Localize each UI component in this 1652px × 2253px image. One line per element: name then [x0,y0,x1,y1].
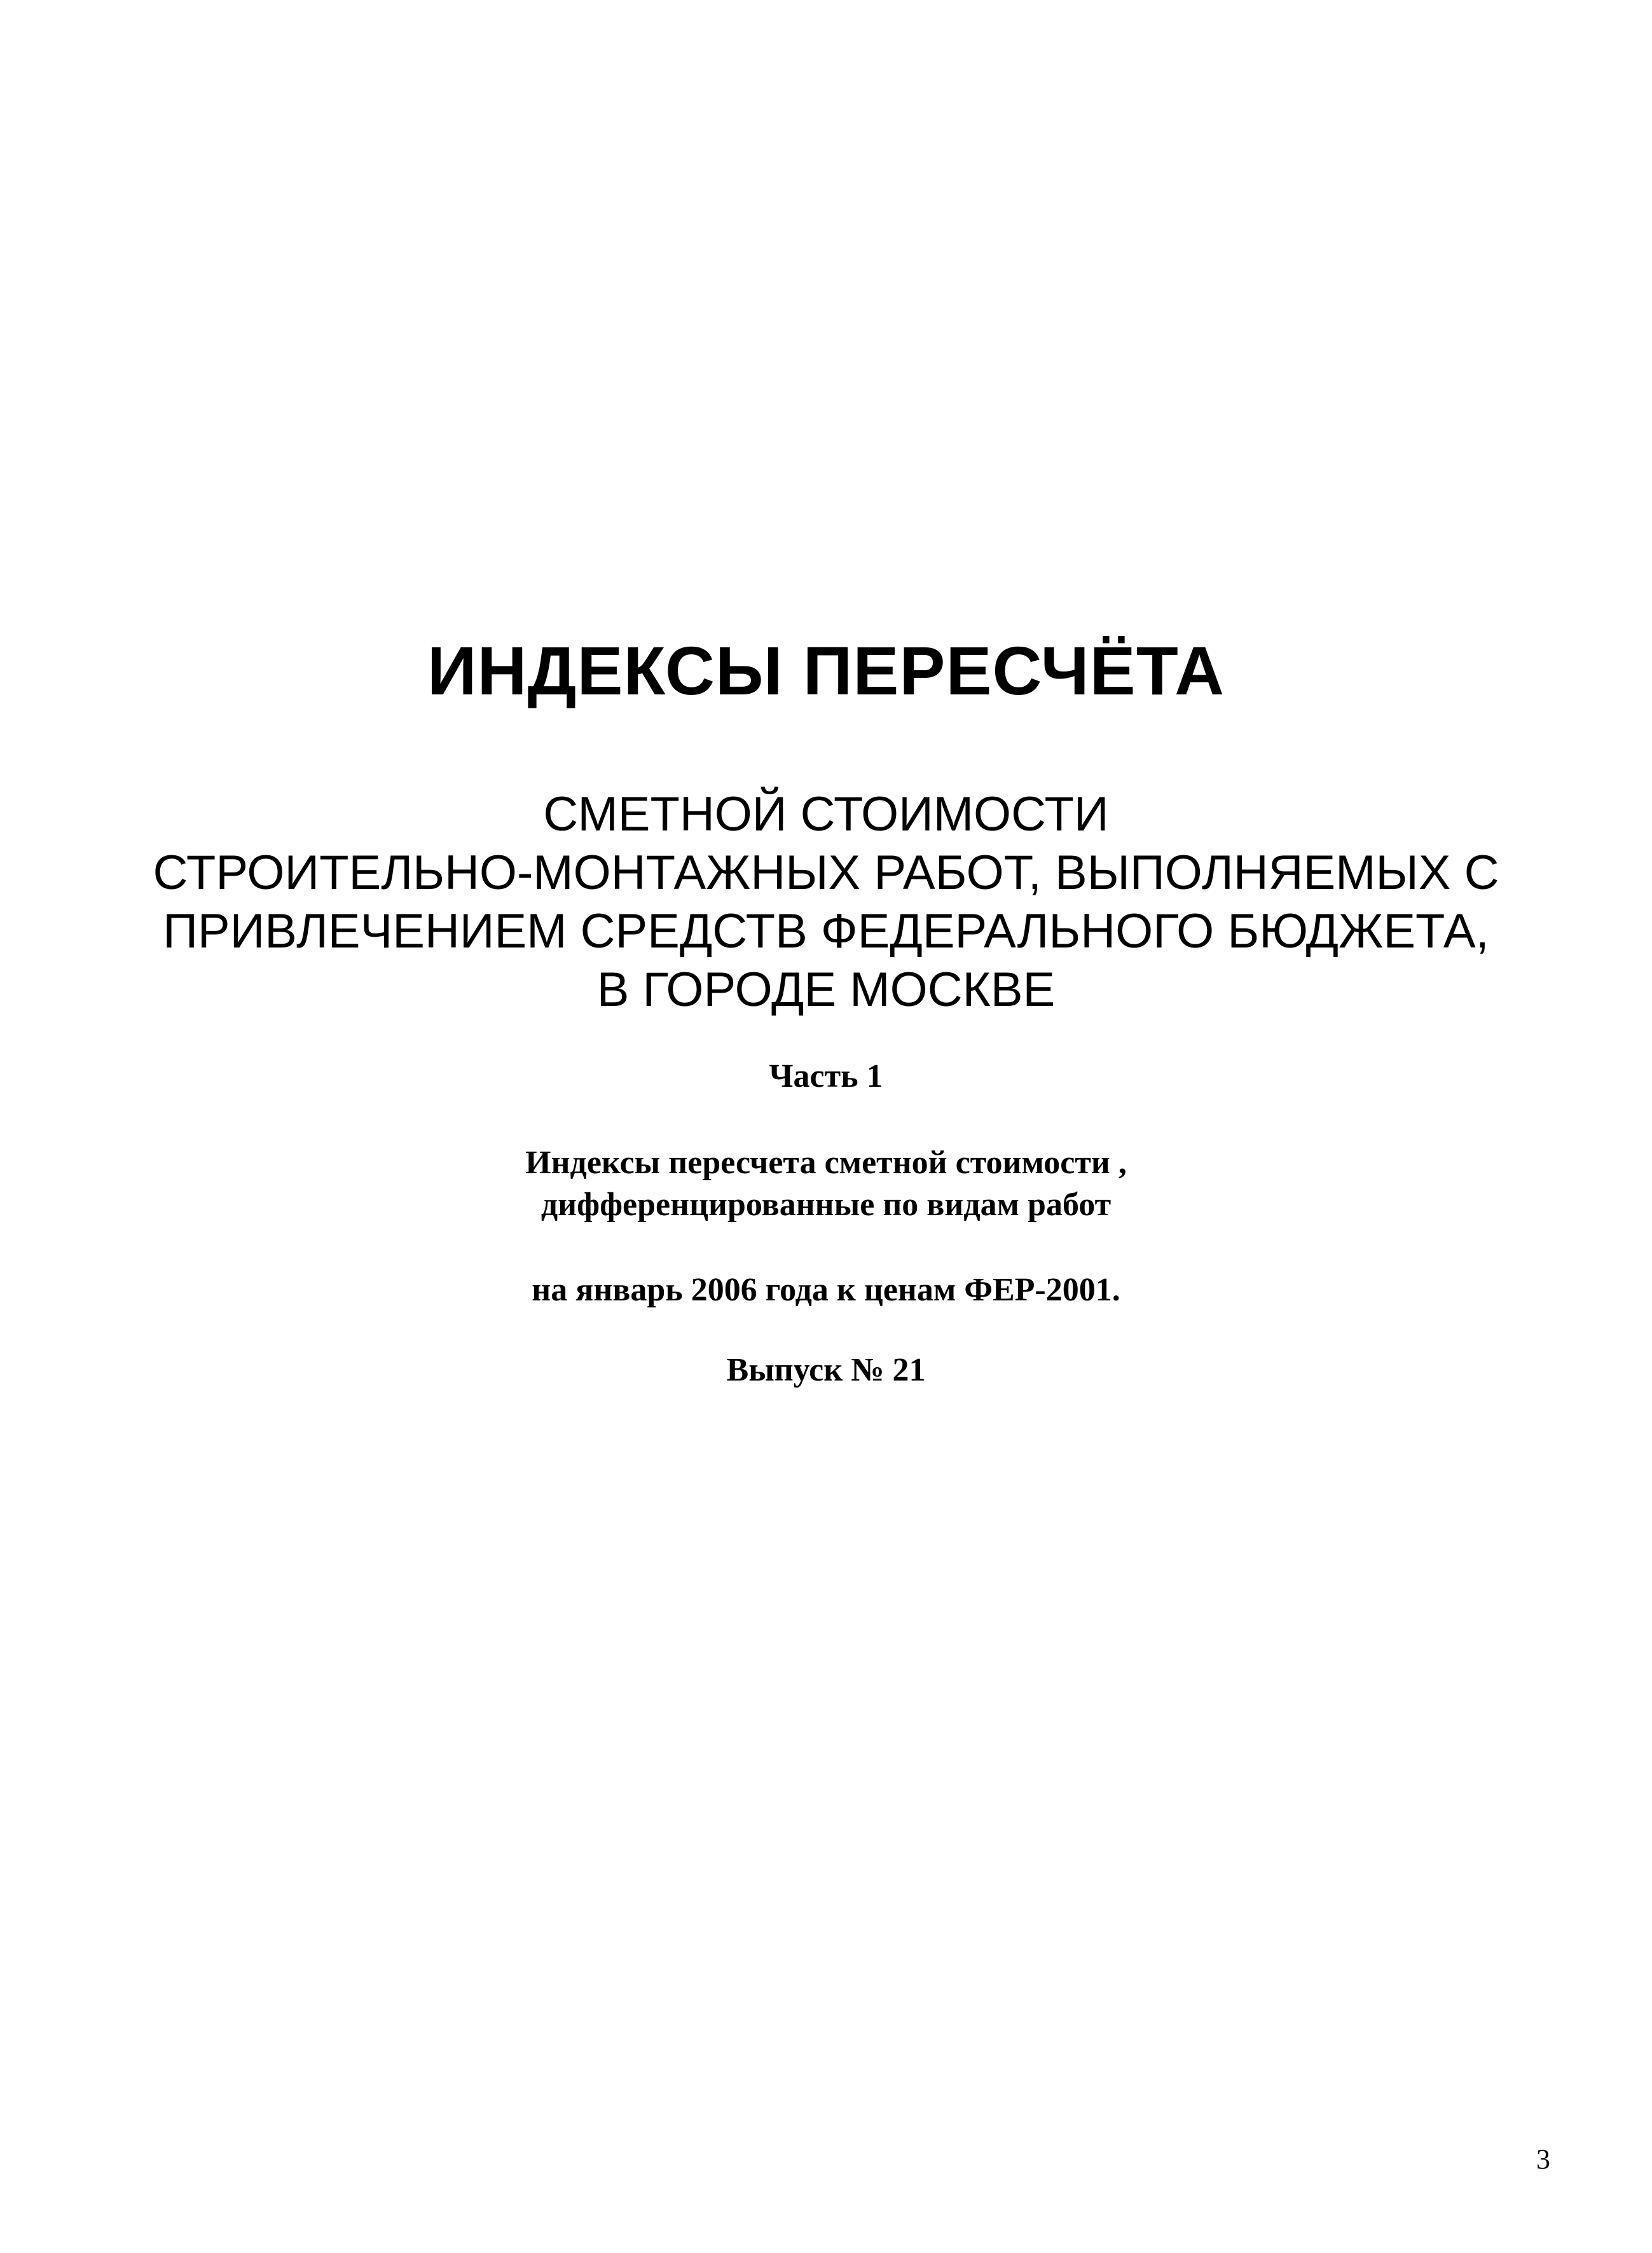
page-number: 3 [1536,2144,1550,2175]
document-title: ИНДЕКСЫ ПЕРЕСЧЁТА [427,632,1225,709]
description-line: Индексы пересчета сметной стоимости , [525,1145,1127,1181]
subtitle-line: СМЕТНОЙ СТОИМОСТИ [543,787,1109,841]
document-subtitle [0,785,1652,1019]
part-heading: Часть 1 [769,1058,883,1094]
subtitle-line: СТРОИТЕЛЬНО-МОНТАЖНЫХ РАБОТ, ВЫПОЛНЯЕМЫХ С [153,846,1499,900]
part-description [0,1142,1652,1226]
subtitle-line: ПРИВЛЕЧЕНИЕМ СРЕДСТВ ФЕДЕРАЛЬНОГО БЮДЖЕТА, [163,904,1489,958]
description-line: дифференцированные по видам работ [540,1187,1112,1223]
issue-number: Выпуск № 21 [726,1352,926,1388]
date-line: на январь 2006 года к ценам ФЕР-2001. [532,1272,1120,1308]
subtitle-line: В ГОРОДЕ МОСКВЕ [596,963,1056,1017]
